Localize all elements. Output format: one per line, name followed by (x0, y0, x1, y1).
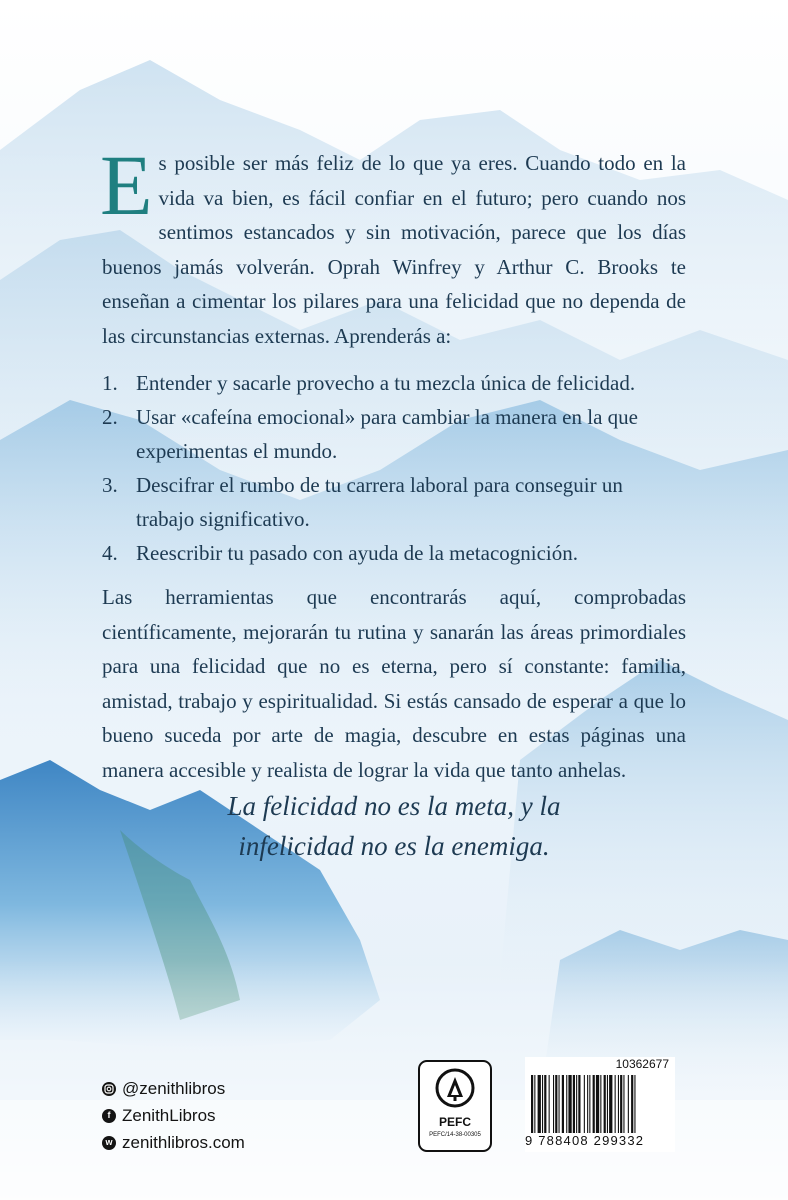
list-text: Reescribir tu pasado con ayuda de la metacognición. (136, 541, 579, 565)
social-links (102, 1075, 245, 1156)
intro-text: s posible ser más feliz de lo que ya eres. Cuando todo en la vida va bien, es fácil confiar en el futuro; pero cuando nos sentimos estancados y sin motivación, parece que los días buenos jamás volverán. Oprah Winfrey y Arthur C. Brooks te enseñan a cimentar los pilares para una felicidad que no dependa de las circunstancias externas. Aprenderás a: (102, 151, 686, 348)
web-icon: w (102, 1136, 116, 1150)
barcode (525, 1057, 675, 1152)
learning-list (102, 366, 686, 570)
barcode-bars (531, 1075, 669, 1133)
drop-cap: E (100, 137, 153, 233)
social-instagram[interactable] (102, 1075, 245, 1102)
facebook-icon: f (102, 1109, 116, 1123)
isbn-number: 9 788408 299332 (525, 1133, 645, 1148)
pefc-certification-badge (418, 1060, 492, 1152)
social-facebook[interactable] (102, 1102, 245, 1129)
pefc-label: PEFC (438, 1115, 471, 1129)
list-number: 2. (102, 405, 118, 429)
list-number: 1. (102, 371, 118, 395)
social-website[interactable] (102, 1129, 245, 1156)
list-text: Entender y sacarle provecho a tu mezcla única de felicidad. (136, 371, 636, 395)
list-text: Descifrar el rumbo de tu carrera laboral para conseguir un trabajo significativo. (136, 473, 623, 531)
list-text: Usar «cafeína emocional» para cambiar la manera en la que experimentas el mundo. (136, 405, 638, 463)
closing-paragraph: Las herramientas que encontrarás aquí, comprobadas científicamente, mejorarán tu rutina y sanarán las áreas primordiales para una felicidad que no es eterna, pero sí constante: familia, amistad, trabajo y espiritualidad. Si estás cansado de esperar a que lo bueno suceda por arte de magia, descubre en estas páginas una manera accesible y realista de lograr la vida que tanto anhelas. (102, 585, 686, 782)
list-number: 4. (102, 541, 118, 565)
pull-quote: La felicidad no es la meta, y la infelicidad no es la enemiga. (227, 791, 561, 861)
list-item (102, 400, 686, 468)
product-reference: 10362677 (615, 1057, 669, 1071)
list-number: 3. (102, 473, 118, 497)
facebook-handle[interactable]: ZenithLibros (122, 1106, 216, 1125)
list-item (102, 536, 686, 570)
list-item (102, 366, 686, 400)
instagram-handle[interactable]: @zenithlibros (122, 1079, 226, 1098)
website-url[interactable]: zenithlibros.com (122, 1133, 245, 1152)
intro-paragraph (100, 137, 686, 353)
list-item (102, 468, 686, 536)
pefc-code: PEFC/14-38-00305 (429, 1132, 481, 1138)
instagram-icon (102, 1082, 116, 1096)
pefc-tree-logo-icon (435, 1067, 475, 1109)
